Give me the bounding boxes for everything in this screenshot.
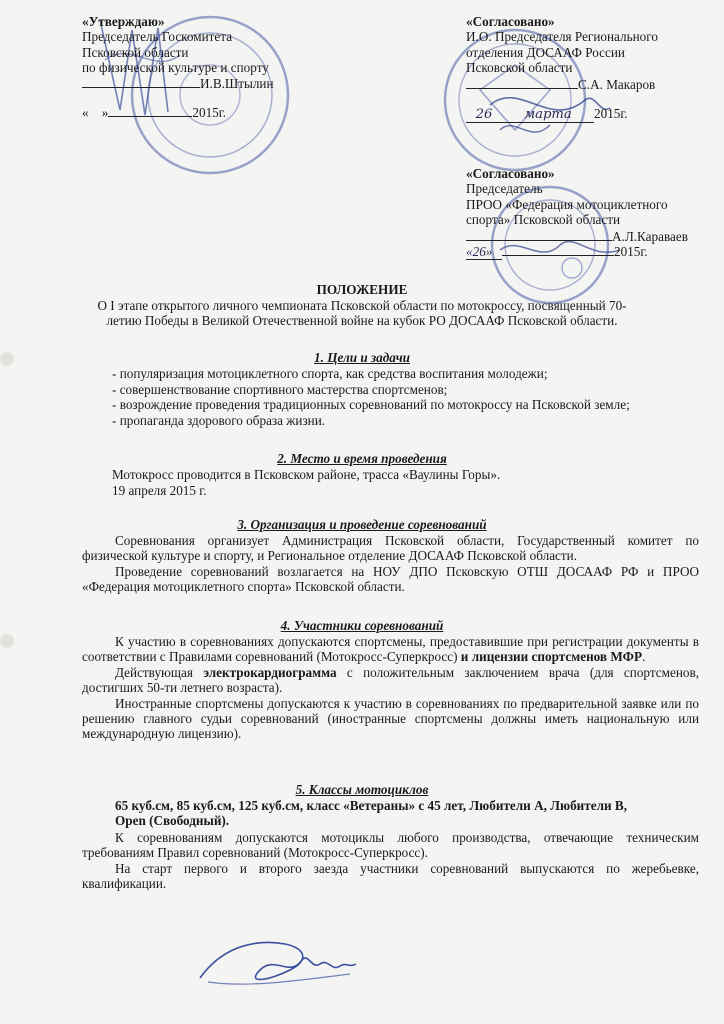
approval-line: И.О. Председателя Регионального (466, 29, 658, 45)
paragraph-text: с положительным заключением врача (для спортсменов, достигших 50-ти летнего возраста). (82, 664, 700, 696)
approval-block-right (466, 14, 706, 123)
date-month: марта (502, 107, 594, 123)
date-year: 2015г. (614, 244, 648, 260)
section-heading: 5. Классы мотоциклов (295, 782, 429, 797)
section-heading: 4. Участники соревнований (280, 618, 444, 633)
date-year: 2015г. (192, 105, 226, 121)
paragraph (82, 665, 699, 696)
paragraph: Проведение соревнований возлагается на НОУ ДПО Псковскую ОТШ ДОСААФ РФ и ПРОО «Федерация мотоциклетного спорта» Псковской области. (82, 563, 699, 595)
classes-line: 65 куб.см, 85 куб.см, 125 куб.см, класс «Ветераны» с 45 лет, Любители А, Любители В, (115, 798, 627, 813)
list-item: - возрождение проведения традиционных соревнований по мотокроссу на Псковской земле; (112, 397, 630, 413)
paragraph-bold: и лицензии спортсменов МФР (460, 649, 643, 665)
date-day: «26» (466, 244, 502, 260)
section-heading: 3. Организация и проведение соревнований (237, 517, 487, 532)
paragraph: Соревнования организует Администрация Псковской области, Государственный комитет по физической культуре и спорту, и Региональное отделение ДОСААФ Псковской области. (82, 533, 699, 564)
paragraph: К соревнованиям допускаются мотоциклы любого производства, отвечающие техническим требованиям Правил соревнований (Мотокросс-Суперкросс). (82, 830, 699, 861)
signature-line (466, 87, 578, 89)
paragraph: На старт первого и второго заезда участники соревнований выпускаются по жеребьевке, квалификации. (82, 860, 699, 892)
classes-text (82, 830, 699, 892)
document-subtitle (0, 298, 724, 329)
date-line (108, 115, 192, 117)
approval-block-left (82, 14, 322, 120)
list-item: - пропаганда здорового образа жизни. (112, 412, 326, 428)
classes-line: Open (Свободный). (115, 813, 230, 829)
approval-block-right-2 (466, 166, 706, 260)
organization-text (82, 533, 699, 595)
section-heading: 1. Цели и задачи (314, 350, 410, 365)
approval-line: Председатель Госкомитета (82, 29, 233, 45)
signer-name: С.А. Макаров (578, 76, 656, 92)
signature-line (466, 239, 612, 241)
paragraph: Иностранные спортсмены допускаются к участию в соревнованиях по предварительной заявке или по решению главного судьи соревнований (иностранные спортсмены должны иметь национальную или международную лицензию). (82, 695, 699, 742)
approval-line: отделения ДОСААФ России (466, 44, 625, 60)
goals-list (112, 366, 630, 428)
date-line: 19 апреля 2015 г. (112, 482, 207, 498)
list-item: - совершенствование спортивного мастерства спортсменов; (112, 381, 448, 397)
list-item: - популяризация мотоциклетного спорта, как средства воспитания молодежи; (112, 366, 548, 381)
paragraph-end: . (642, 649, 646, 665)
approval-line: Псковской области (466, 60, 573, 76)
approval-line: спорта» Псковской области (466, 212, 621, 228)
signature-line (82, 86, 200, 88)
subtitle-line: О I этапе открытого личного чемпионата Псковской области по мотокроссу, посвященный 70- (97, 298, 627, 313)
paragraph-text: Действующая (115, 664, 193, 680)
participants-text (82, 634, 699, 742)
approval-heading: «Согласовано» (466, 166, 555, 181)
place-time (112, 467, 500, 498)
approval-line: по физической культуре и спорту (82, 60, 269, 76)
date-year: 2015г. (594, 106, 628, 122)
handwritten-signature-icon (190, 930, 360, 1000)
approval-heading: «Согласовано» (466, 14, 555, 29)
paragraph-bold: электрокардиограмма (203, 664, 337, 680)
subtitle-line: летию Победы в Великой Отечественной войне на кубок РО ДОСААФ Псковской области. (106, 313, 618, 329)
date-day: 26 (466, 107, 502, 123)
motorcycle-classes (115, 798, 627, 829)
paragraph-text: К участию в соревнованиях допускаются спортсмены, предоставившие при регистрации документы в соответствии с Правилами соревнований (Мотокросс-Суперкросс) (82, 634, 699, 665)
signer-name: А.Л.Караваев (612, 228, 688, 244)
date-day: « » (82, 105, 109, 121)
approval-heading: «Утверждаю» (82, 14, 165, 29)
approval-line: Псковской области (82, 44, 189, 60)
paragraph (82, 634, 699, 665)
approval-line: ПРОО «Федерация мотоциклетного (466, 196, 668, 212)
signer-name: И.В.Штылин (200, 75, 274, 91)
punch-hole (0, 634, 14, 648)
place-line: Мотокросс проводится в Псковском районе, трасса «Ваулины Горы». (112, 467, 501, 482)
document-title: ПОЛОЖЕНИЕ (316, 282, 408, 297)
section-heading: 2. Место и время проведения (277, 451, 447, 466)
approval-line: Председатель (466, 181, 543, 197)
date-line (502, 254, 614, 256)
